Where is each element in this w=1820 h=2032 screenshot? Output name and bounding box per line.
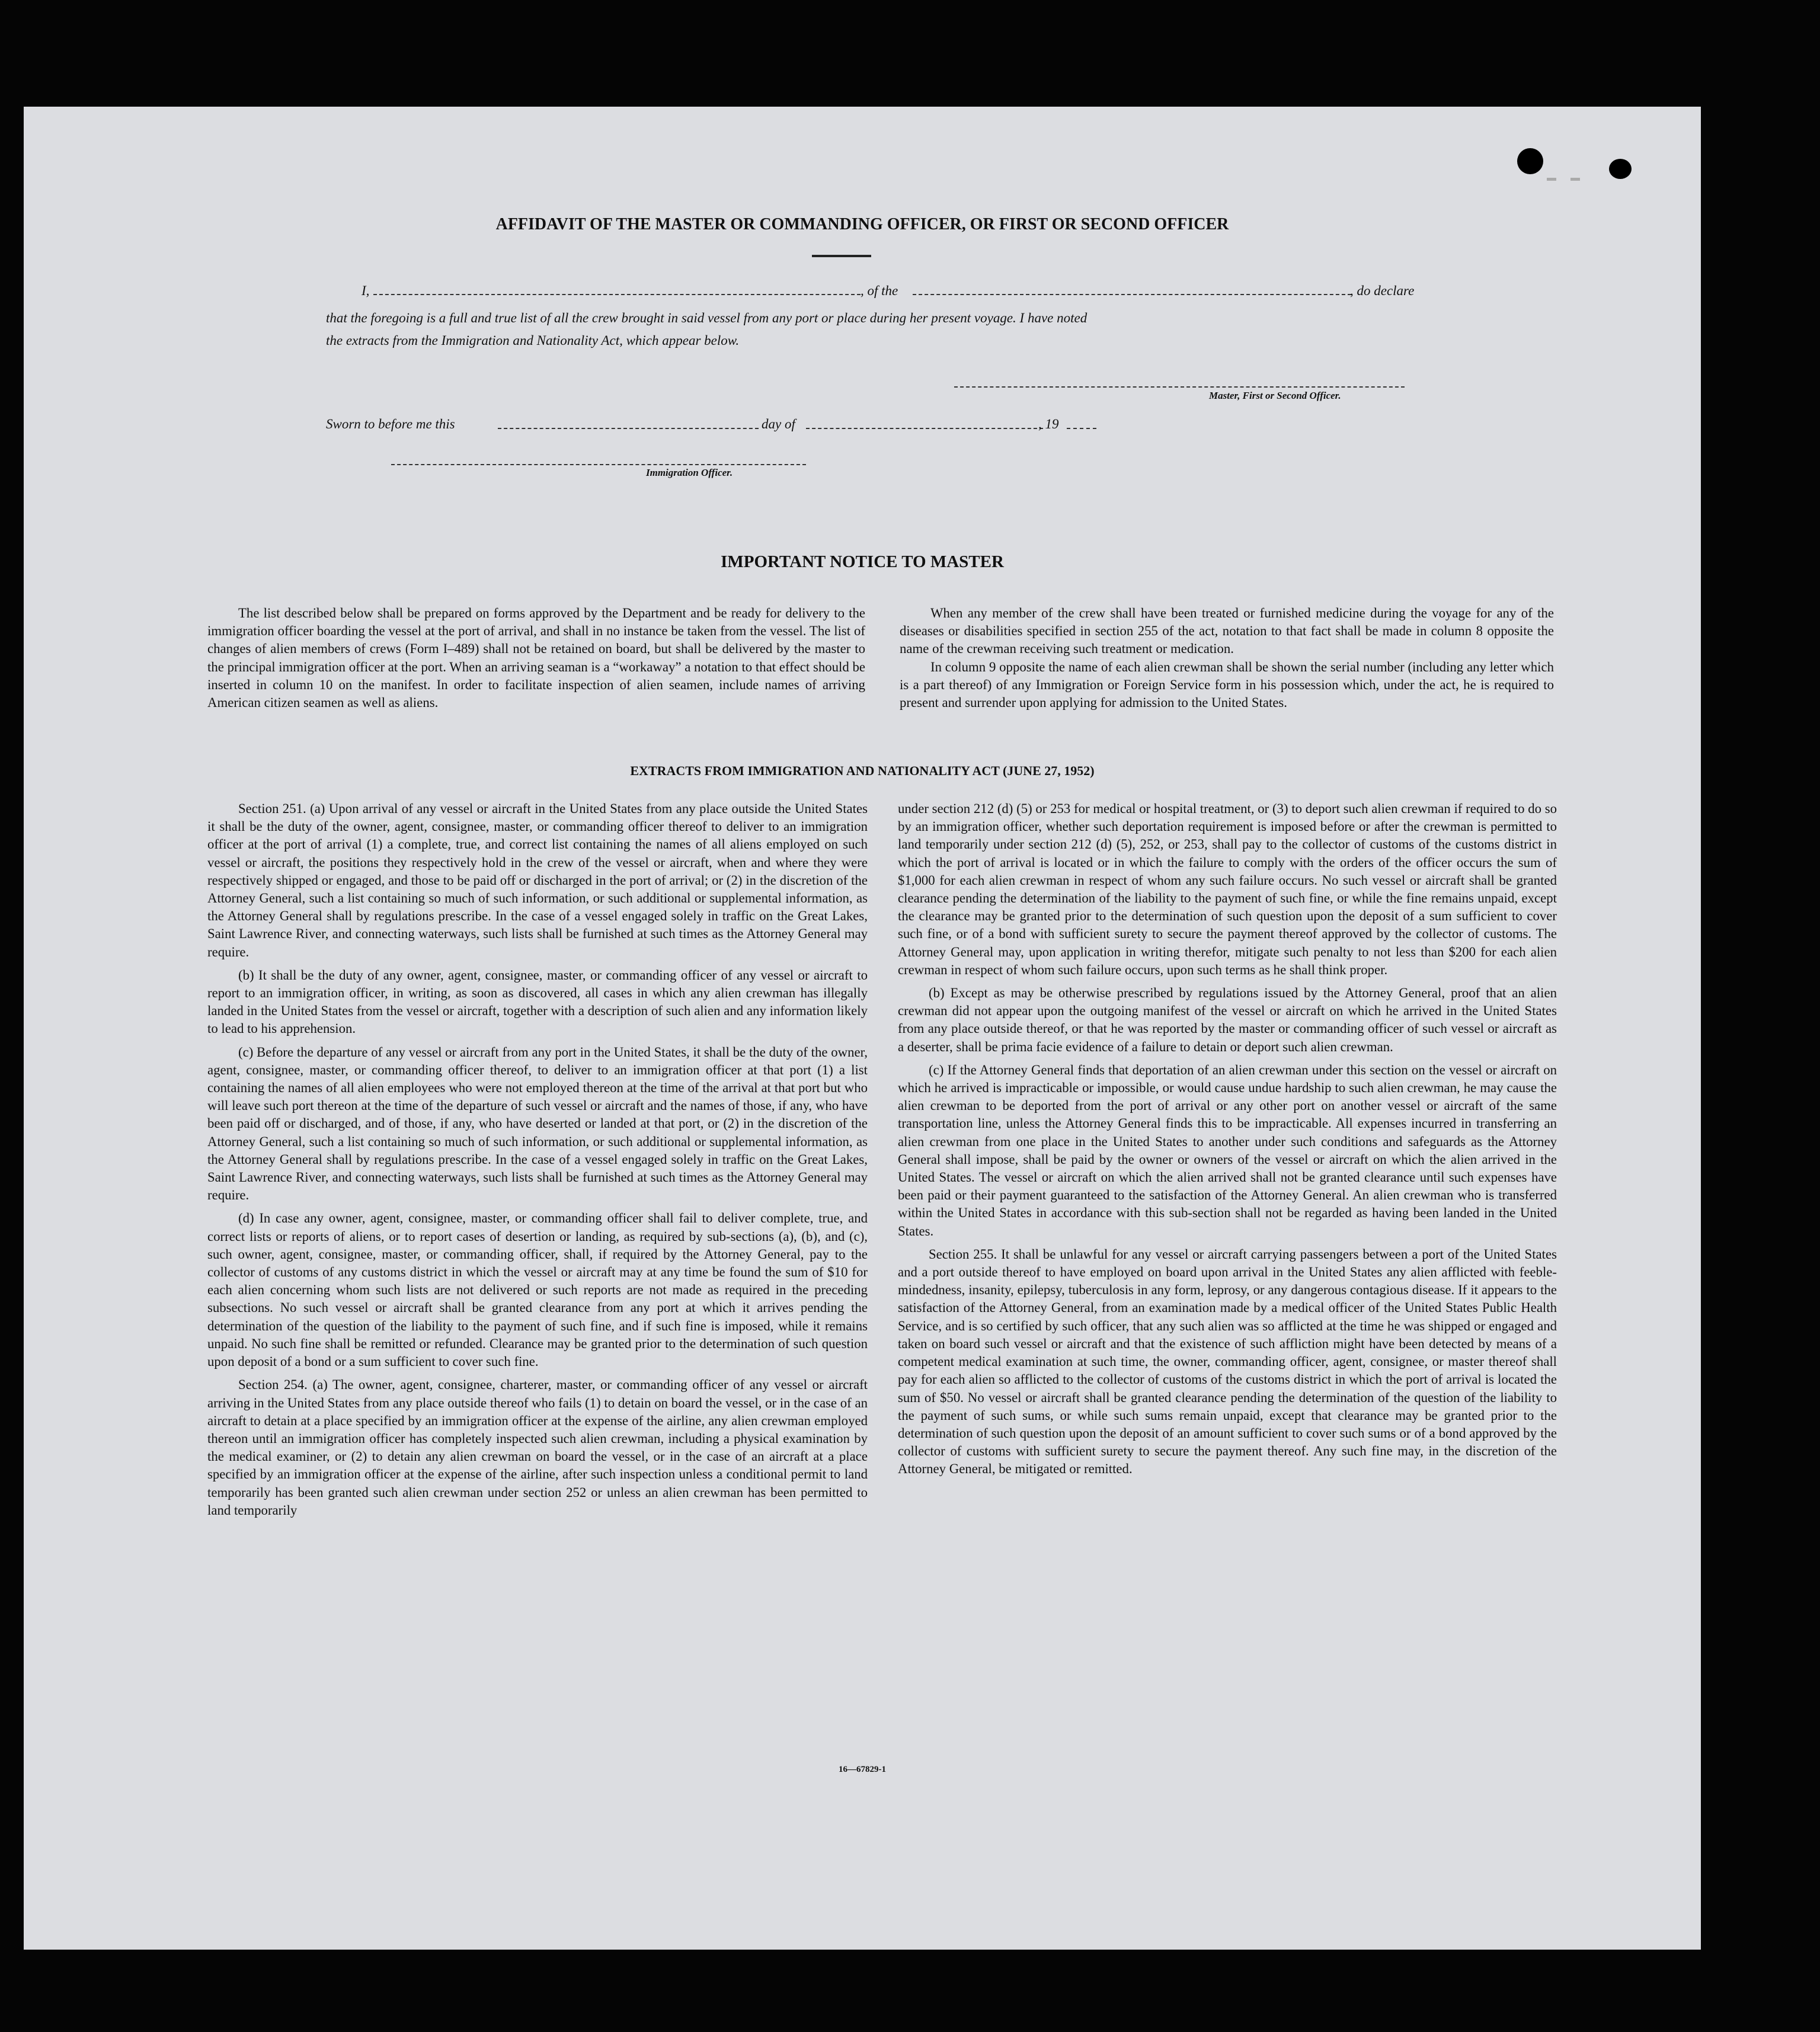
document-page (24, 107, 1701, 1950)
sworn-year-line (1067, 428, 1096, 429)
notice-left-column (207, 604, 865, 717)
day-of-label: day of (762, 417, 795, 431)
declarant-label: I, (362, 283, 370, 298)
declare-label: , do declare (1350, 283, 1415, 298)
section-251-d: (d) In case any owner, agent, consignee, master, or commanding officer shall fail to deliver complete, true, and correct lists or reports of aliens, or to report cases of desertion or landing, as required by sub-sections (a), (b), and (c), such owner, agent, consignee, master, or commanding officer, shall, if required by the Attorney General, pay to the collector of customs of any customs district in which the vessel or aircraft may at any time be found the sum of $10 for each alien concerning whom such lists are not delivered or such reports are not made as required in the preceding subsections. No such vessel or aircraft shall be granted clearance from any port at which it arrives pending the determination of the question of the liability to the payment of such fine, and if such fine is imposed, while it remains unpaid. No such fine shall be remitted or refunded. Clearance may be granted prior to the determination of such question upon deposit of a bond or a sum sufficient to cover such fine. (207, 1211, 868, 1369)
year-label: , 19 (1038, 417, 1059, 431)
punch-hole (1609, 159, 1632, 179)
form-number: 16—67829-1 (839, 1765, 886, 1774)
officer-signature-line (391, 464, 806, 465)
title-underline (812, 255, 871, 257)
sworn-month-line (806, 428, 1043, 429)
section-254-a-continued: under section 212 (d) (5) or 253 for medical or hospital treatment, or (3) to deport such alien crewman if required to do so by an immigration officer, whether such deportation requirement is imposed before or after the crewman is permitted to land temporarily under section 212 (d) (5), 252, or 253, shall pay to the collector of customs of the customs district in which the port of arrival is located or in which the failure to comply with the orders of the officer occurs the sum of $1,000 for each alien crewman in respect of whom any such failure occurs. No such vessel or aircraft shall be granted clearance pending the determination of the liability to the payment of such fine, or while the fine remains unpaid, except the clearance may be granted prior to the determination of such question upon the deposit of a sum sufficient to cover such fine, or of a bond with sufficient surety to secure the payment thereof approved by the collector of customs. The Attorney General may, upon application in writing therefor, mitigate such penalty to not less than $200 for each alien crewman in respect of whom such failure occurs, upon such terms as he shall think proper. (898, 801, 1557, 977)
section-254-a: Section 254. (a) The owner, agent, consignee, charterer, master, or commanding officer of any vessel or aircraft arriving in the United States from any place outside thereof who fails (1) to detain on board the vessel, or in the case of an aircraft to detain at a place specified by an immigration officer at the expense of the airline, any alien crewman employed thereon until an immigration officer has completely inspected such alien crewman, including a physical examination by the medical examiner, or (2) to detain any alien crewman on board the vessel, or in the case of an aircraft at a place specified by an immigration officer at the expense of the airline, after such inspection unless a conditional permit to land temporarily has been granted such alien crewman under section 252 or unless an alien crewman has been permitted to land temporarily (207, 1377, 868, 1518)
sworn-day-line (498, 428, 759, 429)
sworn-label: Sworn to before me this (326, 417, 455, 431)
notice-title: IMPORTANT NOTICE TO MASTER (721, 552, 1004, 571)
section-251-a: Section 251. (a) Upon arrival of any vessel or aircraft in the United States from any place outside the United States it shall be the duty of the owner, agent, consignee, master, or commanding officer thereof to deliver to an immigration officer at the port of arrival (1) a complete, true, and correct list containing the names of all aliens employed on such vessel or aircraft, the positions they respectively hold in the crew of the vessel or aircraft, when and where they were respectively shipped or engaged, and those to be paid off or discharged in the port of arrival; or (2) in the discretion of the Attorney General, such a list containing so much of such information, or such additional or supplemental information, as the Attorney General shall by regulations prescribe. In the case of a vessel engaged solely in traffic on the Great Lakes, Saint Lawrence River, and connecting waterways, such lists shall be furnished at such times as the Attorney General may require. (207, 801, 868, 959)
vessel-label: , of the (861, 283, 898, 298)
section-251-c: (c) Before the departure of any vessel or aircraft from any port in the United States, it shall be the duty of the owner, agent, consignee, master, or commanding officer thereof, to deliver to an immigration officer at that port (1) a list containing the names of all alien employees who were not employed thereon at the time of the arrival at that port but who will leave such port thereon at the time of the departure of such vessel or aircraft and the names of those, if any, who have been paid off or discharged, and of those, if any, who have deserted or landed at that port, or (2) in the discretion of the Attorney General, such a list containing so much of such information, or such additional or supplemental information, as the Attorney General shall by regulations prescribe. In the case of a vessel engaged solely in traffic on the Great Lakes, Saint Lawrence River, and connecting waterways, such lists shall be furnished at such times as the Attorney General may require. (207, 1044, 868, 1203)
notice-right-paragraph-1: When any member of the crew shall have been treated or furnished medicine during the voyage for any of the diseases or disabilities specified in section 255 of the act, notation to that fact shall be made in column 8 opposite the name of the crewman receiving such treatment or medication. (900, 606, 1554, 657)
extracts-title: EXTRACTS FROM IMMIGRATION AND NATIONALITY ACT (JUNE 27, 1952) (630, 763, 1095, 778)
extracts-left-column (207, 800, 868, 1525)
master-signature-label: Master, First or Second Officer. (1209, 390, 1341, 401)
officer-signature-label: Immigration Officer. (646, 467, 733, 478)
declaration-line-2: that the foregoing is a full and true list of all the crew brought in said vessel from any port or place during her present voyage. I have noted (326, 311, 1087, 325)
section-255: Section 255. It shall be unlawful for any vessel or aircraft carrying passengers between a port of the United States and a port outside thereof to have employed on board upon arrival in the United States any alien afflicted with feeble-mindedness, insanity, epilepsy, tuberculosis in any form, leprosy, or any dangerous contagious disease. If it appears to the satisfaction of the Attorney General, from an examination made by a medical officer of the United States Public Health Service, and is so certified by such officer, that any such alien was so afflicted at the time he was shipped or engaged and taken on board such vessel or aircraft and that the existence of such affliction might have been detected by means of a competent medical examination at such time, the owner, commanding officer, agent, consignee, or master thereof shall pay for each alien so afflicted to the collector of customs of the customs district in which the port of arrival is located the sum of $50. No vessel or aircraft shall be granted clearance pending the determination of the question of the liability to the payment of such sums, or while such sums remain unpaid, except that clearance may be granted prior to the determination of such question upon the deposit of an amount sufficient to cover such sums or of a bond approved by the collector of customs with sufficient surety to secure the payment thereof. Any such fine may, in the discretion of the Attorney General, be mitigated or remitted. (898, 1246, 1557, 1477)
extracts-right-column (898, 800, 1557, 1484)
master-signature-line (954, 386, 1405, 388)
notice-right-column (900, 604, 1554, 717)
notice-left-paragraph: The list described below shall be prepared on forms approved by the Department and be ready for delivery to the immigration officer boarding the vessel at the port of arrival, and shall in no instance be taken from the vessel. The list of changes of alien members of crews (Form I–489) shall not be retained on board, but shall be delivered by the master to the principal immigration officer at the port. When an arriving seaman is a “workaway” a notation to that effect should be inserted in column 10 on the manifest. In order to facilitate inspection of alien seamen, include names of arriving American citizen seamen as well as aliens. (207, 606, 865, 711)
page-mark (1547, 178, 1556, 181)
vessel-name-line (913, 294, 1351, 295)
page-mark (1570, 178, 1580, 181)
affidavit-title: AFFIDAVIT OF THE MASTER OR COMMANDING OFFICER, OR FIRST OR SECOND OFFICER (495, 215, 1229, 233)
declarant-name-line (373, 294, 861, 295)
section-254-b: (b) Except as may be otherwise prescribed by regulations issued by the Attorney General, proof that an alien crewman did not appear upon the outgoing manifest of the vessel or aircraft on which he arrived in the United States from any place outside thereof, or that he was reported by the master or commanding officer of such vessel or aircraft as a deserter, shall be prima facie evidence of a failure to detain or deport such alien crewman. (898, 985, 1557, 1054)
punch-hole (1517, 148, 1543, 174)
notice-right-paragraph-2: In column 9 opposite the name of each alien crewman shall be shown the serial number (including any letter which is a part thereof) of any Immigration or Foreign Service form in his possession which, under the act, he is required to present and surrender upon applying for admission to the United States. (900, 659, 1554, 711)
section-251-b: (b) It shall be the duty of any owner, agent, consignee, master, or commanding officer of any vessel or aircraft to report to an immigration officer, in writing, as soon as discovered, all cases in which any alien crewman has illegally landed in the United States from the vessel or aircraft, together with a description of such alien and any information likely to lead to his apprehension. (207, 967, 868, 1036)
declaration-line-3: the extracts from the Immigration and Nationality Act, which appear below. (326, 333, 740, 348)
section-254-c: (c) If the Attorney General finds that deportation of an alien crewman under this section on the vessel or aircraft on which he arrived is impracticable or impossible, or would cause undue hardship to such alien crewman, he may cause the alien crewman to be deported from the port of arrival or any other port on another vessel or aircraft of the same transportation line, unless the Attorney General finds this to be impracticable. All expenses incurred in transferring an alien crewman from one place in the United States to another under such conditions and safeguards as the Attorney General shall impose, shall be paid by the owner or owners of the vessel or aircraft on which the alien arrived in the United States. The vessel or aircraft on which the alien arrived shall not be granted clearance until such expenses have been paid or their payment guaranteed to the satisfaction of the Attorney General. An alien crewman who is transferred within the United States in accordance with this sub-section shall not be regarded as having been landed in the United States. (898, 1062, 1557, 1239)
